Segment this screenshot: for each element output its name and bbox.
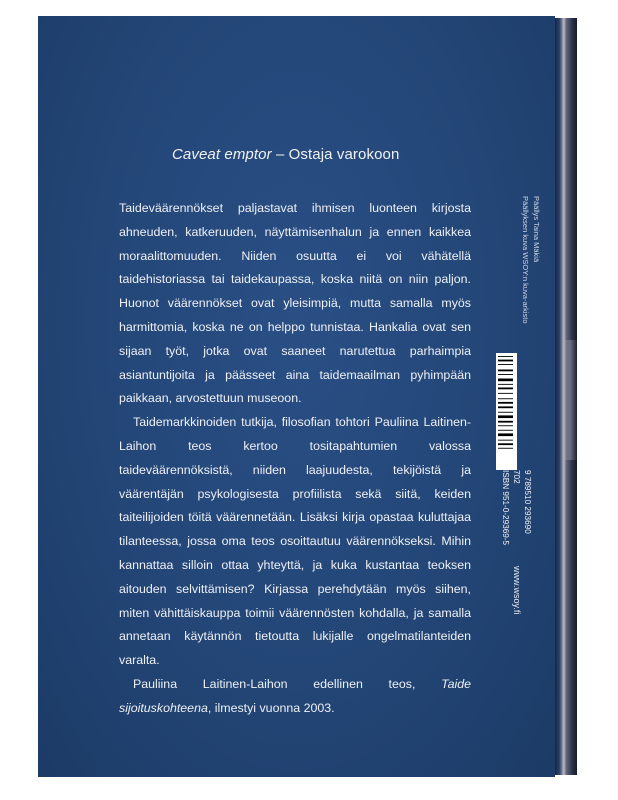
credit-designer: Päällys Taina Mäkiä [532, 196, 541, 263]
isbn-block [500, 470, 533, 545]
heading-rest: – Ostaja varokoon [271, 146, 400, 163]
previous-book-title: Taide sijoituskohteena [119, 676, 471, 715]
blurb-text [119, 197, 471, 721]
credit-image: Päällyksen kuva WSOY:n kuva-arkisto [521, 196, 530, 324]
blurb-p2-text: Taidemarkkinoiden tutkija, filosofian tohtori Pauliina Laitinen-Laihon teos kertoo tositapahtumien valossa taideväärennöksistä, niiden laajuudesta, tekijöistä ja väärentäjän psykologisesta profiilista sekä siitä, keiden taiteilijoiden töitä väärennetään. Lisäksi kirja opastaa kuluttajaa tilanteessa, jossa oma teos osoittautuu väärennökseksi. Mihin kannattaa silloin ottaa yhteyttä, ja kuka kustantaa teoksen aitouden selvittämisen? Kirjassa perehdytään myös siihen, miten vähittäiskauppa toimii väärennösten kohdalla, ja samalla annetaan käytännön tietoutta lukijalle ongelmatilanteiden varalta. [119, 415, 471, 668]
blurb-paragraph-2 [119, 411, 471, 673]
isbn-barcode [496, 353, 517, 470]
barcode-digits: 9 789510 293690 [523, 470, 532, 534]
cover-heading [172, 146, 399, 163]
publisher-url: www.wsoy.fi [512, 566, 522, 615]
isbn-number: ISBN 951-0-29369-5 [501, 470, 510, 546]
blurb-paragraph-3 [119, 673, 471, 721]
blurb-p1-text: Taideväärennökset paljastavat ihmisen luonteen kirjosta ahneuden, katkeruuden, näyttämisenhalun ja ennen kaikkea moraalittomuuden. Niiden osuutta ei voi vähätellä taidehistoriassa tai taidekaupassa, koska niitä on niin paljon. Huonot väärennökset ovat yleisimpiä, mutta samalla myös harmittomia, koska ne on helppo tunnistaa. Hankalia ovat sen sijaan työt, jotka ovat saaneet narutettua parhaimpia asiantuntijoita ja päässeet aina taidemaailman pyhimpään paikkaan, arvostettuun museoon. [119, 201, 471, 406]
spine-ghost-text [563, 340, 578, 460]
heading-italic: Caveat emptor [172, 146, 272, 163]
blurb-p3-text-a: Pauliina Laitinen-Laihon edellinen teos, [133, 676, 442, 691]
blurb-p3-text-b: , ilmestyi vuonna 2003. [207, 700, 335, 715]
blurb-paragraph-1 [119, 197, 471, 411]
class-number: 702 [512, 470, 521, 484]
cover-credits [520, 196, 542, 324]
barcode-graphic [496, 353, 517, 470]
